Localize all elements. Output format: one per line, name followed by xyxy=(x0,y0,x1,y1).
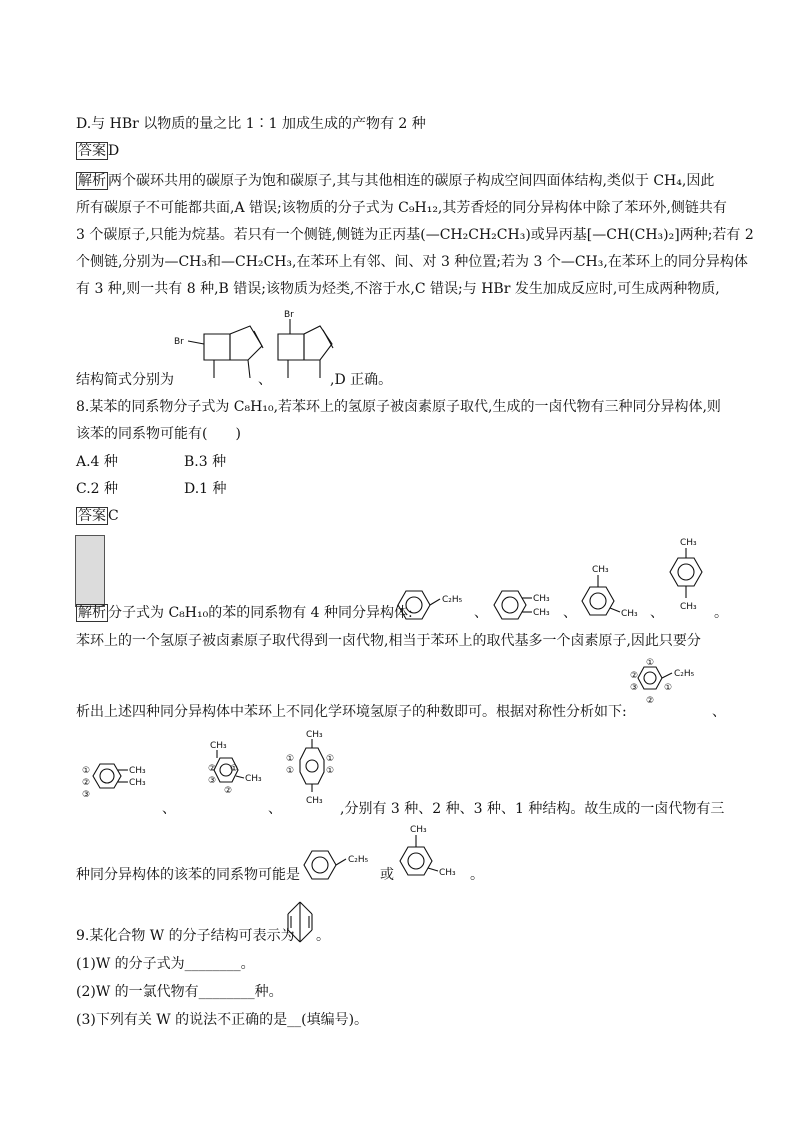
br-label: Br xyxy=(284,310,294,320)
answer-label: 答案 xyxy=(78,508,106,524)
svg-text:CH₃: CH₃ xyxy=(533,608,550,618)
q9-sub-1: (1)W 的分子式为________。 xyxy=(76,956,255,972)
svg-text:CH₃: CH₃ xyxy=(245,774,262,784)
q8-option-d: D.1 种 xyxy=(184,481,227,497)
bromo-spiro-structure-2 xyxy=(276,308,336,384)
svg-text:CH₃: CH₃ xyxy=(621,609,638,619)
svg-text:②: ② xyxy=(630,671,639,681)
p-xylene-numbered-structure xyxy=(286,728,346,808)
q7-struct-prefix: 结构简式分别为 xyxy=(76,372,174,388)
q8-analysis-line-3: 析出上述四种同分异构体中苯环上不同化学环境氢原子的种数即可。根据对称性分析如下: xyxy=(76,704,627,720)
answer-value: C xyxy=(108,508,119,524)
br-label: Br xyxy=(174,337,184,347)
ethylbenzene-structure xyxy=(398,586,478,626)
q8-option-c: C.2 种 xyxy=(76,481,119,497)
analysis-label: 解析 xyxy=(78,605,106,621)
svg-text:①: ① xyxy=(286,754,295,764)
q8-analysis-line-5b: 或 xyxy=(380,867,394,883)
separator: 、 xyxy=(712,704,726,720)
svg-text:CH₃: CH₃ xyxy=(533,594,550,604)
ethylbenzene-answer-structure xyxy=(304,846,384,886)
q8-answer xyxy=(76,507,119,525)
o-xylene-numbered-structure xyxy=(82,754,162,804)
svg-text:①: ① xyxy=(82,766,91,776)
svg-text:CH₃: CH₃ xyxy=(680,602,697,612)
separator: 、 xyxy=(162,801,176,817)
svg-text:①: ① xyxy=(326,766,335,776)
svg-text:①: ① xyxy=(230,764,239,774)
p-xylene-structure xyxy=(670,536,720,616)
q8-stem-line-1: 8.某苯的同系物分子式为 C₈H₁₀,若苯环上的氢原子被卤素原子取代,生成的一卤代物有三种同分异构体,则 xyxy=(76,399,721,415)
bromo-spiro-structure-1 xyxy=(170,326,270,386)
svg-text:C₂H₅: C₂H₅ xyxy=(348,855,369,865)
q8-analysis-line-5a: 种同分异构体的该苯的同系物可能是 xyxy=(76,867,300,883)
q7-analysis-line-4: 个侧链,分别为—CH₃和—CH₂CH₃,在苯环上有邻、间、对 3 种位置;若为 3 个—CH₃,在苯环上的同分异构体 xyxy=(76,254,748,270)
q7-struct-suffix: ,D 正确。 xyxy=(330,372,393,388)
ethylbenzene-numbered-structure xyxy=(624,656,714,716)
svg-text:①: ① xyxy=(326,754,335,764)
svg-text:③: ③ xyxy=(208,776,217,786)
separator: 、 xyxy=(258,372,272,388)
m-xylene-numbered-structure xyxy=(208,740,278,800)
svg-text:②: ② xyxy=(82,778,91,788)
svg-text:CH₃: CH₃ xyxy=(410,825,427,835)
answer-label: 答案 xyxy=(78,143,106,159)
q7-analysis-line-2: 所有碳原子不可能都共面,A 错误;该物质的分子式为 C₉H₁₂,其芳香烃的同分异构体中除了苯环外,侧链共有 xyxy=(76,200,727,216)
svg-text:CH₃: CH₃ xyxy=(129,766,146,776)
svg-text:③: ③ xyxy=(630,683,639,693)
q8-stem-line-2: 该苯的同系物可能有( ) xyxy=(76,426,241,442)
end-mark: 。 xyxy=(714,605,728,621)
separator: 、 xyxy=(268,801,282,817)
answer-value: D xyxy=(108,143,120,159)
q9-stem: 9.某化合物 W 的分子结构可表示为 xyxy=(76,928,295,944)
o-xylene-structure xyxy=(494,586,564,626)
svg-text:CH₃: CH₃ xyxy=(592,565,609,575)
separator: 、 xyxy=(474,605,488,621)
svg-text:CH₃: CH₃ xyxy=(680,538,697,548)
svg-text:②: ② xyxy=(208,764,217,774)
q9-sub-2: (2)W 的一氯代物有________种。 xyxy=(76,984,283,1000)
svg-text:CH₃: CH₃ xyxy=(306,796,323,806)
svg-text:①: ① xyxy=(286,766,295,776)
svg-text:①: ① xyxy=(646,658,655,668)
end-mark: 。 xyxy=(316,928,330,944)
svg-text:C₂H₅: C₂H₅ xyxy=(674,669,695,679)
m-xylene-structure xyxy=(582,560,652,626)
svg-text:CH₃: CH₃ xyxy=(306,730,323,740)
svg-text:CH₃: CH₃ xyxy=(210,741,227,751)
svg-text:①: ① xyxy=(664,683,673,693)
svg-text:②: ② xyxy=(646,696,655,706)
svg-text:③: ③ xyxy=(82,790,91,800)
option-d-text: D.与 HBr 以物质的量之比 1∶1 加成生成的产物有 2 种 xyxy=(76,116,426,132)
svg-text:CH₃: CH₃ xyxy=(439,868,456,878)
separator: 、 xyxy=(563,605,577,621)
q8-option-b: B.3 种 xyxy=(184,454,227,470)
q8-analysis-line-4: ,分别有 3 种、2 种、3 种、1 种结构。故生成的一卤代物有三 xyxy=(340,801,725,817)
svg-text:②: ② xyxy=(224,786,233,796)
q9-sub-3: (3)下列有关 W 的说法不正确的是__(填编号)。 xyxy=(76,1012,369,1028)
q7-analysis-line-1: 解析 两个碳环共用的碳原子为饱和碳原子,其与其他相连的碳原子构成空间四面体结构,类似于 CH₄,因此 xyxy=(78,173,715,189)
grey-box xyxy=(75,535,105,607)
q7-analysis-line-3: 3 个碳原子,只能为烷基。若只有一个侧链,侧链为正丙基(—CH₂CH₂CH₃)或异丙基[—CH(CH₃)₂]两种;若有 2 xyxy=(76,227,754,243)
end-mark: 。 xyxy=(470,867,484,883)
svg-text:C₂H₅: C₂H₅ xyxy=(442,595,463,605)
svg-text:CH₃: CH₃ xyxy=(129,778,146,788)
separator: 、 xyxy=(650,605,664,621)
q7-analysis-line-5: 有 3 种,则一共有 8 种,B 错误;该物质为烃类,不溶于水,C 错误;与 HBr 发生加成反应时,可生成两种物质, xyxy=(76,281,720,297)
q8-analysis-line-1: 解析 分子式为 C₈H₁₀的苯的同系物有 4 种同分异构体: xyxy=(78,605,413,621)
q7-answer xyxy=(76,142,119,160)
m-xylene-answer-structure xyxy=(400,822,470,888)
q8-analysis-line-2: 苯环上的一个氢原子被卤素原子取代得到一卤代物,相当于苯环上的取代基多一个卤素原子,因此只要分 xyxy=(76,633,701,649)
analysis-label: 解析 xyxy=(78,173,106,189)
q8-option-a: A.4 种 xyxy=(76,454,118,470)
